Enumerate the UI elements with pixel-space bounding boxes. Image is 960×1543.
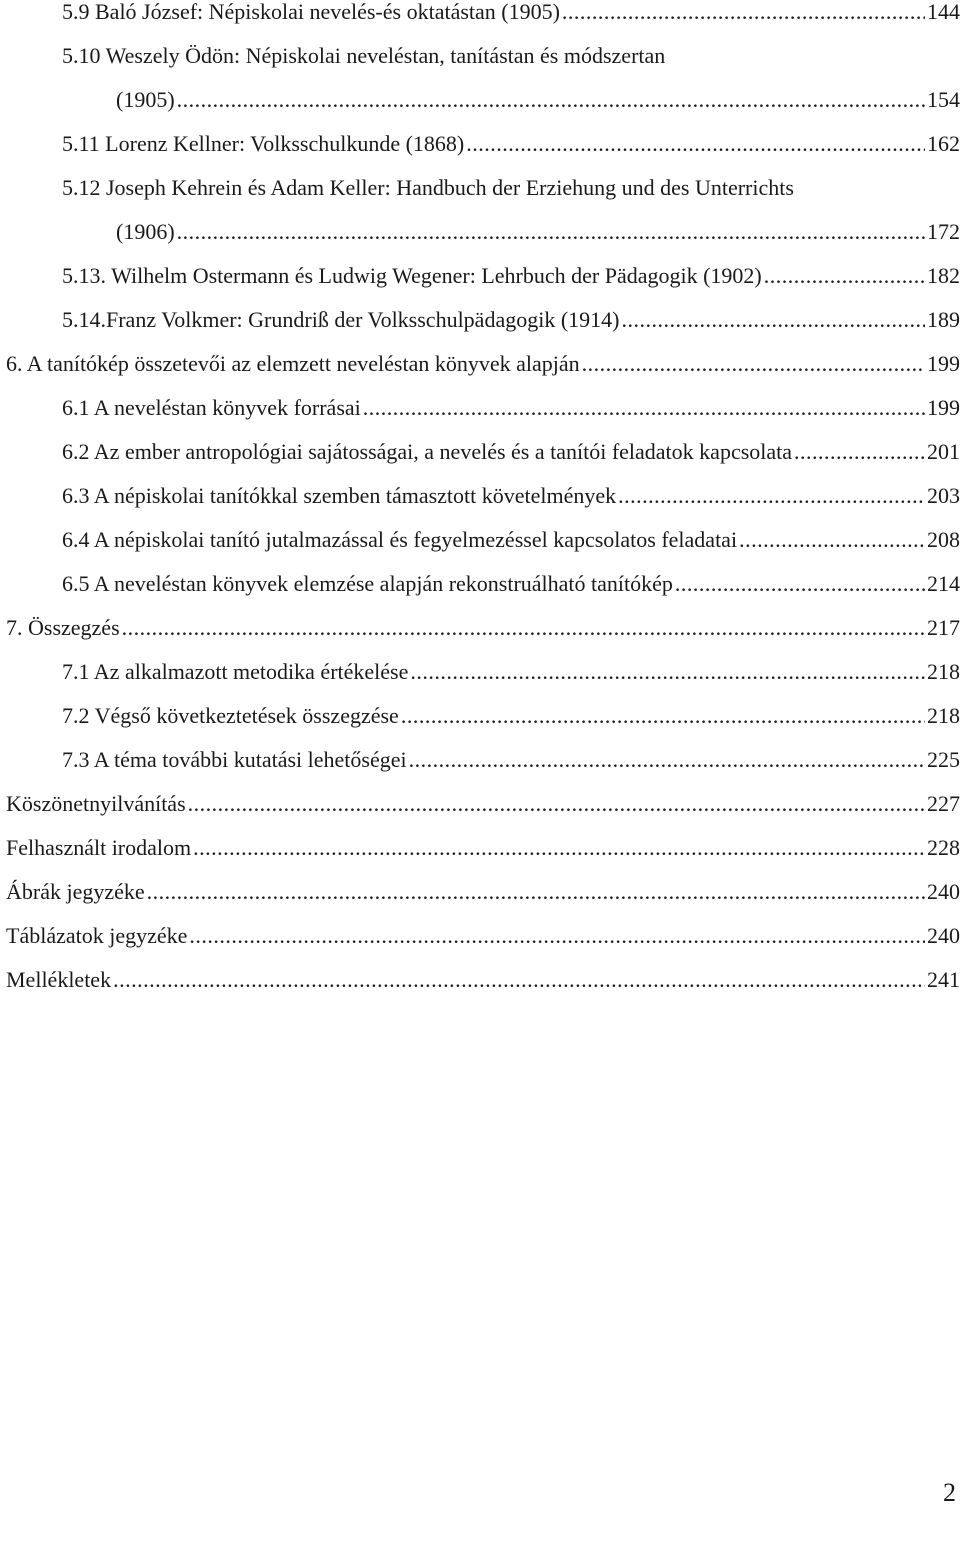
toc-entry[interactable] [6, 602, 960, 642]
toc-entry-title: (1906) [116, 219, 175, 244]
toc-dot-leader [562, 0, 925, 26]
toc-entry-page: 144 [927, 0, 960, 24]
toc-entry[interactable] [62, 734, 960, 774]
toc-entry-page: 199 [927, 351, 960, 376]
toc-dot-leader [409, 746, 925, 774]
toc-entry-page: 182 [927, 263, 960, 288]
toc-entry-page: 189 [927, 307, 960, 332]
toc-entry[interactable] [6, 778, 960, 818]
toc-entry-title: 7.3 A téma további kutatási lehetőségei [62, 747, 407, 772]
toc-dot-leader [113, 966, 925, 994]
toc-dot-leader [794, 438, 925, 466]
toc-entry[interactable] [62, 0, 960, 26]
toc-entry-page: 199 [927, 395, 960, 420]
toc-entry-title: 5.10 Weszely Ödön: Népiskolai neveléstan, tanítástan és módszertan [62, 43, 666, 68]
toc-entry-page: 218 [927, 659, 960, 684]
toc-entry-page: 218 [927, 703, 960, 728]
toc-entry-page: 217 [927, 615, 960, 640]
toc-entry[interactable] [6, 866, 960, 906]
toc-dot-leader [189, 922, 925, 950]
toc-entry-page: 241 [927, 967, 960, 992]
toc-dot-leader [764, 262, 925, 290]
toc-entry-title: 5.14.Franz Volkmer: Grundriß der Volksschulpädagogik (1914) [62, 307, 620, 332]
toc-entry[interactable] [62, 646, 960, 686]
toc-entry-title: 5.11 Lorenz Kellner: Volksschulkunde (1868) [62, 131, 465, 156]
toc-entry[interactable] [6, 338, 960, 378]
toc-entry-page: 228 [927, 835, 960, 860]
toc-entry-page: 162 [927, 131, 960, 156]
toc-dot-leader [618, 482, 925, 510]
toc-entry[interactable] [62, 294, 960, 334]
toc-dot-leader [739, 526, 925, 554]
toc-entry[interactable] [62, 514, 960, 554]
toc-entry-title: 7.1 Az alkalmazott metodika értékelése [62, 659, 409, 684]
toc-entry-page: 240 [927, 879, 960, 904]
toc-dot-leader [582, 350, 925, 378]
toc-entry-title: 5.12 Joseph Kehrein és Adam Keller: Handbuch der Erziehung und des Unterrichts [62, 175, 794, 200]
toc-dot-leader [188, 790, 925, 818]
toc-entry[interactable] [6, 910, 960, 950]
toc-entry-title: (1905) [116, 87, 175, 112]
toc-entry-page: 208 [927, 527, 960, 552]
toc-entry-continuation[interactable] [116, 74, 960, 114]
toc-dot-leader [193, 834, 925, 862]
toc-entry-page: 154 [927, 87, 960, 112]
toc-entry[interactable] [62, 470, 960, 510]
toc-entry-title: 6.3 A népiskolai tanítókkal szemben támasztott követelmények [62, 483, 617, 508]
toc-entry[interactable] [62, 426, 960, 466]
toc-entry-title: 6.1 A neveléstan könyvek forrásai [62, 395, 361, 420]
toc-dot-leader [466, 130, 925, 158]
toc-entry-page: 172 [927, 219, 960, 244]
toc-entry[interactable] [62, 250, 960, 290]
toc-entry-title: 6.4 A népiskolai tanító jutalmazással és fegyelmezéssel kapcsolatos feladatai [62, 527, 738, 552]
toc-entry-title: 6. A tanítókép összetevői az elemzett neveléstan könyvek alapján [6, 351, 580, 376]
toc-entry-title: Felhasznált irodalom [6, 835, 192, 860]
toc-entry-title: 5.9 Baló József: Népiskolai nevelés-és oktatástan (1905) [62, 0, 560, 24]
toc-entry-title: 5.13. Wilhelm Ostermann és Ludwig Wegener: Lehrbuch der Pädagogik (1902) [62, 263, 762, 288]
toc-entry-title: Ábrák jegyzéke [6, 879, 145, 904]
toc-dot-leader [401, 702, 925, 730]
toc-entry[interactable] [62, 558, 960, 598]
toc-entry-title: 6.5 A neveléstan könyvek elemzése alapján rekonstruálható tanítókép [62, 571, 673, 596]
toc-entry-title: 7. Összegzés [6, 615, 120, 640]
toc-entry-page: 203 [927, 483, 960, 508]
toc-entry-page: 201 [927, 439, 960, 464]
toc-dot-leader [675, 570, 925, 598]
toc-dot-leader [177, 218, 925, 246]
toc-entry-continuation[interactable] [116, 206, 960, 246]
toc-dot-leader [122, 614, 925, 642]
toc-entry-title: Mellékletek [6, 967, 112, 992]
toc-entry[interactable] [62, 162, 960, 202]
toc-dot-leader [147, 878, 925, 906]
toc-entry-page: 240 [927, 923, 960, 948]
toc-entry[interactable] [62, 690, 960, 730]
toc-entry-title: Köszönetnyilvánítás [6, 791, 186, 816]
toc-dot-leader [177, 86, 925, 114]
toc-dot-leader [410, 658, 925, 686]
toc-entry-page: 225 [927, 747, 960, 772]
toc-entry[interactable] [62, 30, 960, 70]
toc-entry[interactable] [6, 954, 960, 994]
page-number: 2 [943, 1478, 956, 1507]
toc-entry-title: Táblázatok jegyzéke [6, 923, 188, 948]
toc-entry-title: 6.2 Az ember antropológiai sajátosságai, a nevelés és a tanítói feladatok kapcsolata [62, 439, 793, 464]
toc-entry-title: 7.2 Végső következtetések összegzése [62, 703, 399, 728]
toc-entry-page: 227 [927, 791, 960, 816]
toc-entry-page: 214 [927, 571, 960, 596]
toc-entry[interactable] [62, 118, 960, 158]
toc-dot-leader [621, 306, 925, 334]
toc-dot-leader [363, 394, 925, 422]
toc-entry[interactable] [62, 382, 960, 422]
toc-entry[interactable] [6, 822, 960, 862]
